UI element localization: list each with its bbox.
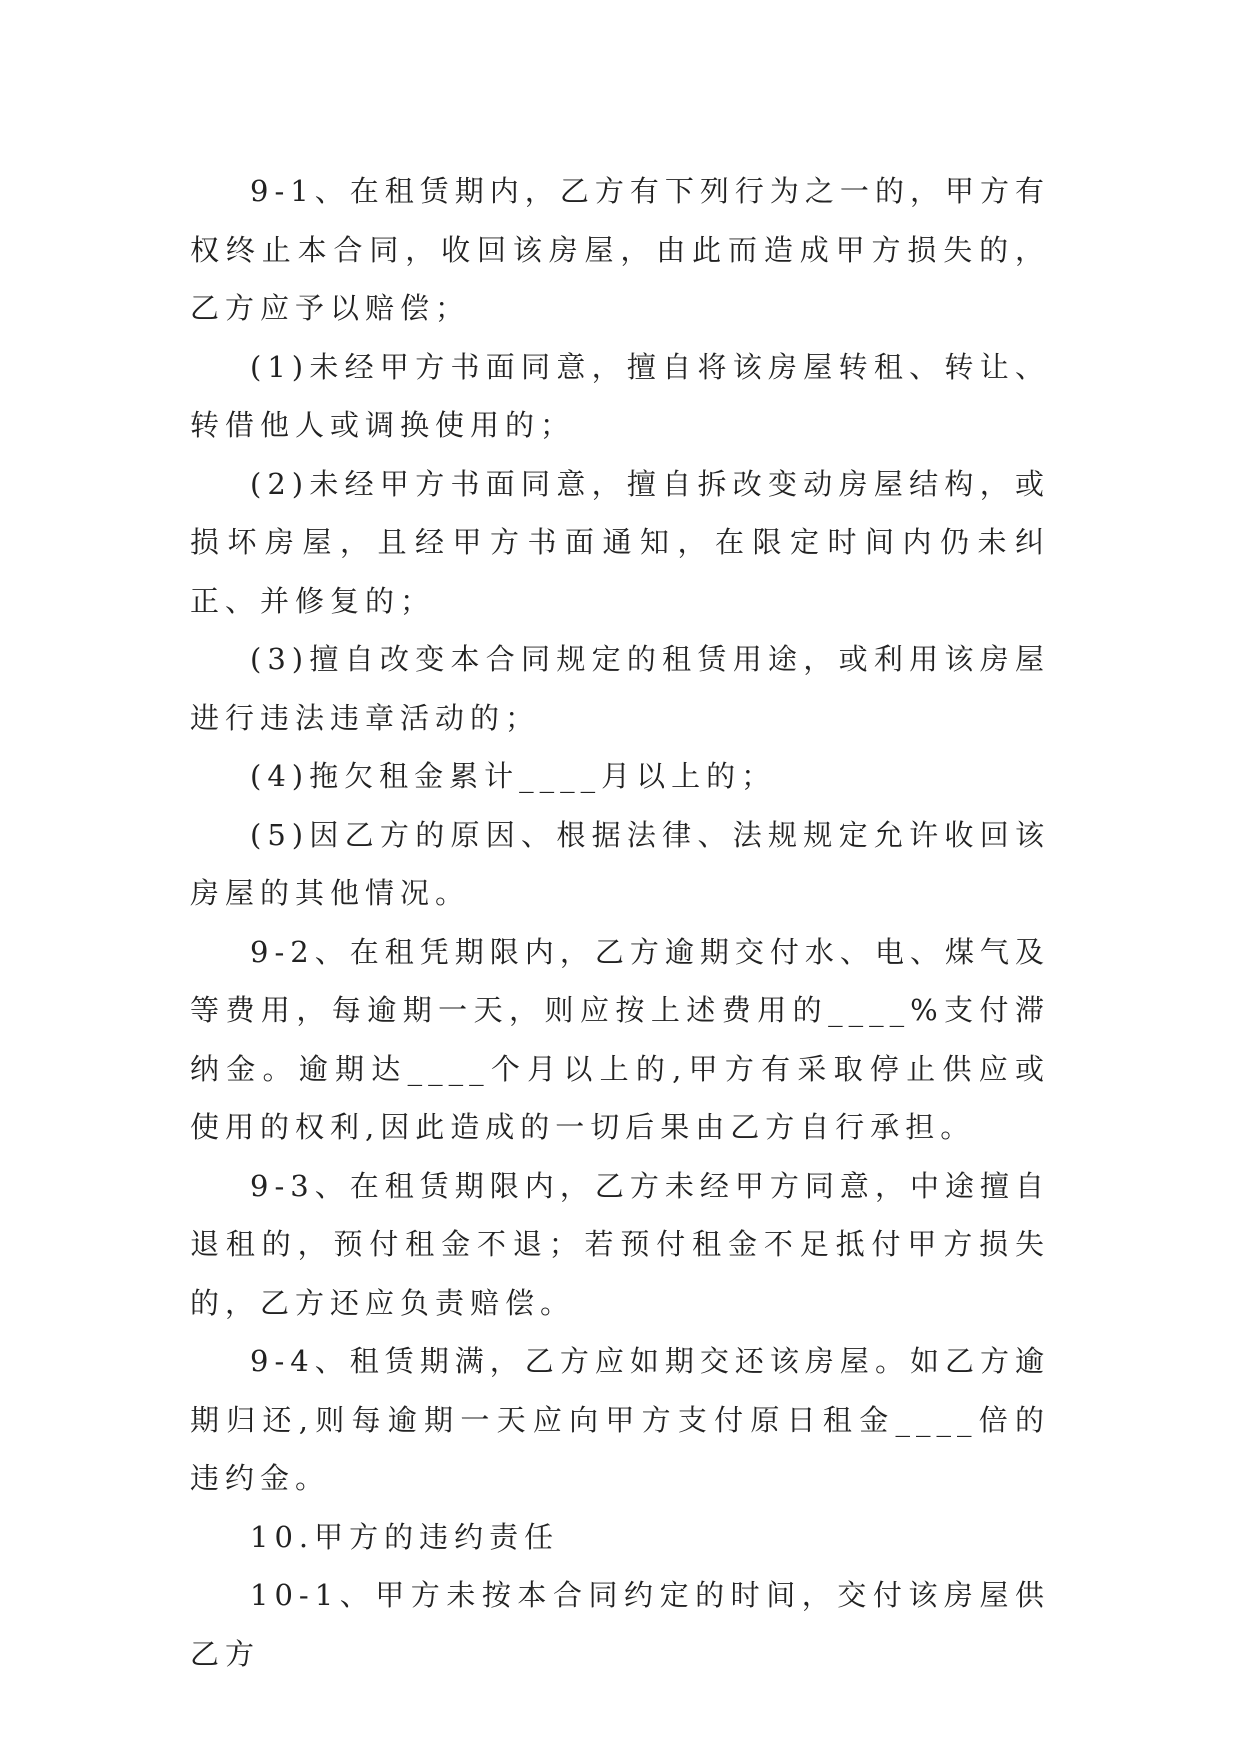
clause-9-3: 9-3、在租赁期限内，乙方未经甲方同意，中途擅自退租的，预付租金不退；若预付租金不足抵付甲方损失的，乙方还应负责赔偿。 [190, 1168, 1050, 1320]
clause-10-1: 10-1、甲方未按本合同约定的时间，交付该房屋供乙方 [190, 1578, 1050, 1671]
clause-9-4: 9-4、租赁期满，乙方应如期交还该房屋。如乙方逾期归还,则每逾期一天应向甲方支付原日租金____倍的违约金。 [190, 1344, 1050, 1495]
clause-9-1-item-2: (2)未经甲方书面同意，擅自拆改变动房屋结构，或损坏房屋，且经甲方书面通知，在限定时间内仍未纠正、并修复的； [190, 466, 1050, 618]
clause-9-1-item-1: (1)未经甲方书面同意，擅自将该房屋转租、转让、转借他人或调换使用的； [190, 349, 1050, 442]
clause-9-1-item-3: (3)擅自改变本合同规定的租赁用途，或利用该房屋进行违法违章活动的； [190, 642, 1050, 735]
clause-9-2: 9-2、在租凭期限内，乙方逾期交付水、电、煤气及等费用，每逾期一天，则应按上述费用的____%支付滞纳金。逾期达____个月以上的,甲方有采取停止供应或使用的权利,因此造成的一切后果由乙方自行承担。 [190, 934, 1050, 1144]
clause-9-1-item-4: (4)拖欠租金累计____月以上的； [250, 759, 777, 793]
clause-9-1: 9-1、在租赁期内，乙方有下列行为之一的，甲方有权终止本合同，收回该房屋，由此而造成甲方损失的，乙方应予以赔偿； [190, 174, 1050, 325]
section-10-heading: 10.甲方的违约责任 [250, 1519, 560, 1554]
clause-9-1-item-5: (5)因乙方的原因、根据法律、法规规定允许收回该房屋的其他情况。 [190, 817, 1050, 910]
document-body [190, 162, 1050, 1683]
